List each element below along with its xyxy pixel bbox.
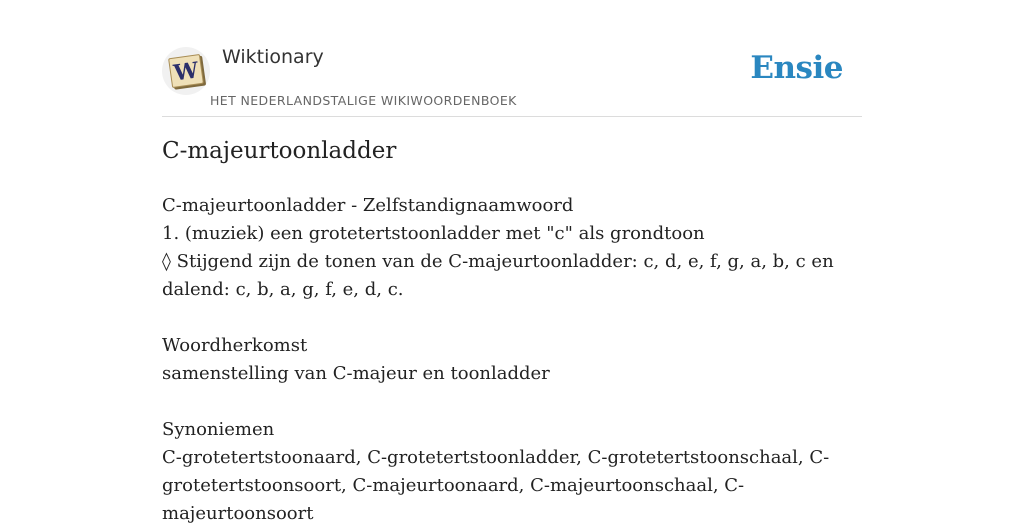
entry-headline: C-majeurtoonladder - Zelfstandignaamwoord [162,195,574,216]
entry-example: ◊ Stijgend zijn de tonen van de C-majeurtoonladder: c, d, e, f, g, a, b, c en dalend: c, b, a, g, f, e, d, c. [162,251,834,300]
page [162,0,862,524]
site-tagline: HET NEDERLANDSTALIGE WIKIWOORDENBOEK [210,93,517,108]
spacer [162,304,862,332]
synonyms-heading: Synoniemen [162,419,275,440]
etymology-text: samenstelling van C-majeur en toonladder [162,363,550,384]
spacer [162,388,862,416]
etymology-heading: Woordherkomst [162,335,308,356]
site-name-link[interactable]: Wiktionary [222,46,324,68]
site-header [162,0,862,117]
synonyms-text: C-grotetertstoonaard, C-grotetertstoonladder, C-grotetertstoonschaal, C-grotetertstoonsoort, C-majeurtoonaard, C-majeurtoonschaal, C-majeurtoonsoort [162,447,830,524]
ensie-brand-link[interactable]: Ensie [750,50,843,86]
logo-tile: W [168,54,204,88]
entry-body [162,192,862,528]
entry-definition: 1. (muziek) een grotetertstoonladder met "c" als grondtoon [162,223,705,244]
page-title: C-majeurtoonladder [162,138,397,164]
wiktionary-logo-icon[interactable] [162,47,210,95]
